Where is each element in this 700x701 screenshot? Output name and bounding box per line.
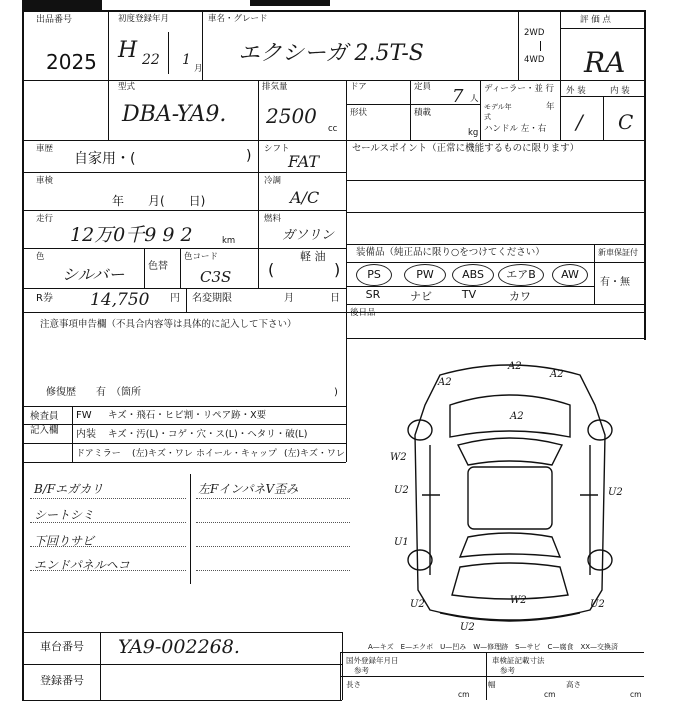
shift-value: FAT — [288, 152, 320, 171]
cooling-value: A/C — [290, 188, 320, 207]
damage-mark-right-1: U2 — [608, 487, 623, 498]
inspection-label: 車検 — [36, 176, 54, 186]
width-label: 幅 — [488, 680, 496, 689]
wheel-text: (左)キズ・ワレ — [284, 449, 345, 459]
reg-year: 22 — [142, 52, 160, 68]
color-code-label: 色コード — [184, 252, 219, 262]
overall-grade: RA — [584, 46, 626, 79]
history-label: 車歴 — [36, 144, 54, 154]
length-label: 長さ — [346, 680, 361, 689]
model-name: エクシーガ 2.5T-S — [238, 41, 424, 66]
reg-month-unit: 月 — [194, 64, 203, 74]
capacity-label: 定員 — [414, 82, 432, 92]
equipment-abs[interactable]: ABS — [452, 264, 494, 286]
repair-label: 修復歴 有 （箇所 — [46, 387, 141, 398]
new-car-ref: 参考 — [500, 666, 515, 675]
exterior-grade: / — [576, 110, 583, 134]
fw-text: キズ・飛石・ヒビ割・リペア跡・X要 — [108, 410, 267, 421]
dealer-label: ディーラー・並 行 — [484, 84, 555, 94]
drive-4wd: 4WD — [524, 55, 545, 65]
after-items-label: 後日品 — [350, 308, 376, 318]
displacement-label: 排気量 — [262, 82, 288, 92]
lot-number: 2025 — [46, 50, 97, 74]
lot-label: 出品番号 — [36, 15, 73, 25]
door-label: ドア — [350, 82, 367, 92]
repair-close: ) — [334, 387, 338, 398]
equipment-airbag[interactable]: エアB — [498, 264, 544, 286]
mileage-label: 走行 — [36, 214, 54, 224]
mileage-value: 12万0千9 9 2 — [70, 224, 193, 246]
height-unit: cm — [630, 690, 642, 699]
load-label: 積載 — [414, 108, 432, 118]
grade-label: 評 価 点 — [580, 15, 611, 25]
inspector-label: 検査員記入欄 — [30, 411, 59, 436]
damage-mark-left-1: W2 — [390, 452, 407, 463]
mirror-text: (左)キズ・ワレ — [132, 449, 193, 459]
type-value: DBA-YA9. — [122, 102, 227, 127]
remark-left-1: B/Fエガカリ — [34, 482, 104, 496]
remark-left-4: エンドパネルヘコ — [34, 558, 130, 572]
equipment-aw[interactable]: AW — [552, 264, 588, 286]
interior-label: 内 装 — [610, 86, 630, 96]
chassis-value: YA9-002268. — [118, 636, 240, 658]
equipment-label: 装備品（純正品に限り○をつけてください） — [356, 247, 545, 258]
load-unit: kg — [468, 128, 479, 138]
notes-label: 注意事項申告欄（不具合内容等は具体的に記入して下さい） — [40, 319, 297, 330]
damage-mark-left-3: U1 — [394, 537, 409, 548]
equipment-navi[interactable]: ナビ — [410, 290, 432, 303]
damage-mark-front-right: A2 — [550, 369, 564, 380]
color-value: シルバー — [62, 265, 125, 284]
fuel-light: 軽 油 — [300, 250, 326, 263]
displacement-unit: cc — [328, 124, 338, 134]
damage-mark-rear-bottom: U2 — [460, 622, 475, 633]
reg-month: 1 — [182, 52, 191, 68]
type-label: 型式 — [118, 82, 136, 92]
damage-mark-rear-center: W2 — [510, 595, 527, 606]
recycle-unit: 円 — [170, 293, 180, 304]
inspection-fields: 年 月( 日) — [112, 194, 206, 208]
remark-left-2: シートシミ — [34, 508, 95, 522]
drive-2wd: 2WD — [524, 28, 545, 38]
body-label: 形状 — [350, 108, 368, 118]
cooling-label: 冷調 — [264, 176, 282, 186]
mirror-tag: ドアミラー — [76, 449, 121, 459]
interior-tag: 内装 — [76, 429, 96, 440]
color-change-label: 色替 — [148, 261, 168, 272]
sales-points-label: セールスポイント（正常に機能するものに限ります） — [352, 143, 580, 154]
new-tax-value: 有・無 — [600, 277, 630, 288]
expiry-label: 名変期限 — [192, 293, 232, 304]
year-unit: 年 — [546, 102, 555, 112]
model-year-label: モデル年式 — [484, 103, 512, 121]
capacity-unit: 人 — [470, 94, 479, 104]
width-unit: cm — [544, 690, 556, 699]
damage-legend: A—キズ E—エクボ U—凹み W—修理跡 S—サビ C—腐食 XX—交換済 — [368, 643, 619, 651]
equipment-ps[interactable]: PS — [356, 264, 392, 286]
handle-label: ハンドル 左・右 — [484, 124, 547, 134]
capacity-value: 7 — [452, 86, 464, 107]
history-close: ) — [246, 148, 252, 164]
length-unit: cm — [458, 690, 470, 699]
new-car-label: 車検証記載寸法 — [492, 656, 545, 665]
model-label: 車名・グレード — [208, 14, 268, 24]
import-date-label: 国外登録年月日 — [346, 656, 399, 665]
displacement-value: 2500 — [266, 104, 317, 128]
interior-text: キズ・汚(L)・コゲ・穴・ス(L)・ヘタリ・破(L) — [108, 429, 308, 440]
expiry-month: 月 — [284, 293, 294, 304]
remark-left-3: 下回りサビ — [34, 534, 95, 548]
reg-date-label: 初度登録年月 — [118, 14, 170, 24]
recycle-value: 14,750 — [90, 290, 150, 310]
fuel-label: 燃料 — [264, 214, 282, 224]
registration-label: 登録番号 — [40, 674, 84, 687]
equipment-leather[interactable]: カワ — [509, 290, 531, 303]
exterior-label: 外 装 — [566, 86, 586, 96]
reg-era: H — [118, 38, 138, 63]
fuel-gasoline: ガソリン — [282, 228, 335, 243]
new-tax-label: 新車保証付 — [598, 248, 638, 257]
import-ref: 参考 — [354, 666, 369, 675]
damage-mark-left-2: U2 — [394, 485, 409, 496]
damage-mark-rear-right: U2 — [590, 599, 605, 610]
equipment-pw[interactable]: PW — [404, 264, 446, 286]
interior-grade: C — [618, 110, 634, 134]
wheel-tag: ホイール・キャップ — [196, 449, 277, 459]
height-label: 高さ — [566, 680, 581, 689]
damage-mark-front-left: A2 — [438, 377, 452, 388]
equipment-tv[interactable]: TV — [461, 288, 477, 301]
history-value: 自家用・( — [74, 151, 136, 167]
damage-mark-front-center: A2 — [508, 361, 522, 372]
recycle-label: R券 — [36, 293, 53, 304]
color-code-value: C3S — [200, 268, 232, 286]
car-damage-diagram — [380, 345, 640, 640]
mileage-unit: km — [222, 236, 236, 246]
equipment-sr[interactable]: SR — [365, 288, 381, 301]
chassis-label: 車台番号 — [40, 640, 84, 653]
expiry-day: 日 — [330, 293, 340, 304]
damage-mark-rear-left: U2 — [410, 599, 425, 610]
shift-label: シフト — [264, 144, 290, 154]
remark-right-1: 左FインパネV歪み — [198, 482, 299, 496]
damage-mark-hood: A2 — [510, 411, 524, 422]
color-label: 色 — [36, 252, 45, 262]
fw-tag: FW — [76, 410, 92, 421]
